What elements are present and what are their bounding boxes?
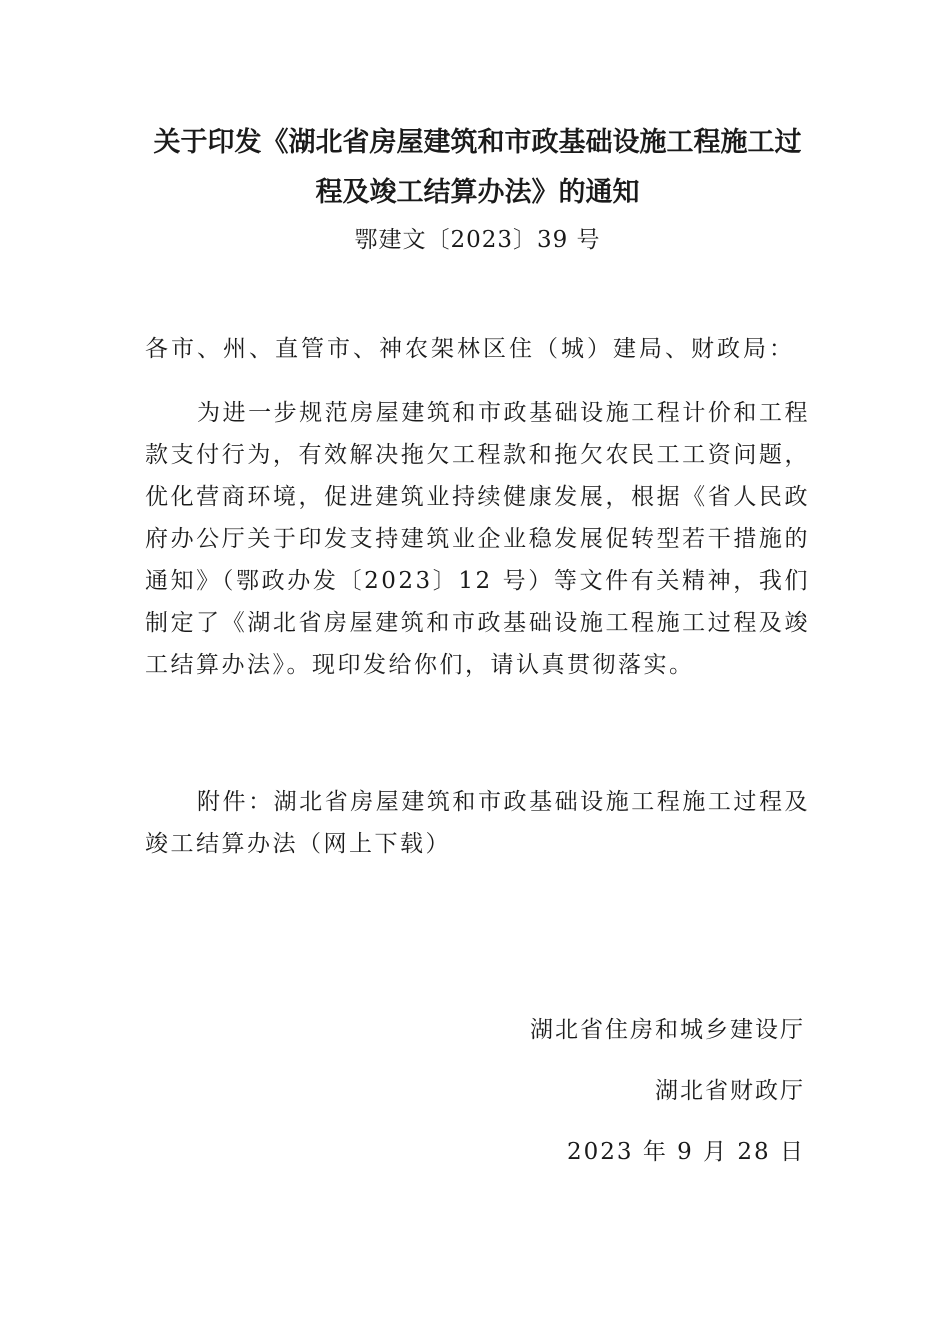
addressee: 各市、州、直管市、神农架林区住（城）建局、财政局： [145,336,795,362]
issue-date: 2023 年 9 月 28 日 [567,1139,805,1165]
document-number: 鄂建文〔2023〕39 号 [354,227,601,253]
issuer-finance-department: 湖北省财政厅 [655,1078,805,1104]
issuer-housing-department: 湖北省住房和城乡建设厅 [530,1017,805,1043]
main-paragraph: 为进一步规范房屋建筑和市政基础设施工程计价和工程款支付行为，有效解决拖欠工程款和拖欠农民工工资问题，优化营商环境，促进建筑业持续健康发展，根据《省人民政府办公厅关于印发支持建筑业企业稳发展促转型若干措施的通知》（鄂政办发〔2023〕12 号）等文件有关精神，我们制定了《湖北省房屋建筑和市政基础设施工程施工过程及竣工结算办法》。现印发给你们，请认真贯彻落实。 [145,400,810,678]
document-title: 关于印发《湖北省房屋建筑和市政基础设施工程施工过程及竣工结算办法》的通知 [153,127,802,208]
attachment-note: 附件：湖北省房屋建筑和市政基础设施工程施工过程及竣工结算办法（网上下载） [145,789,810,857]
